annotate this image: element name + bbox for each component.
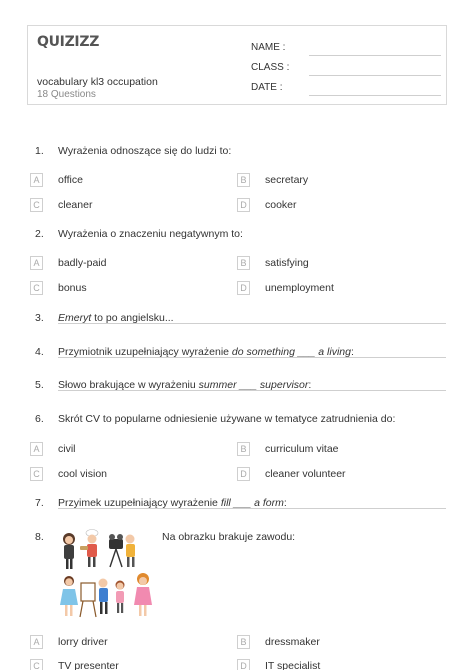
option-letter: D (237, 467, 250, 481)
option-text: badly-paid (58, 257, 107, 269)
question-number: 4. (35, 346, 44, 358)
question-text-italic: Emeryt (58, 312, 92, 324)
option-text: office (58, 174, 83, 186)
option-text: dressmaker (265, 636, 320, 648)
option-text: lorry driver (58, 636, 108, 648)
chef-figure-icon (80, 530, 98, 568)
option-text: cooker (265, 199, 297, 211)
option-letter: C (30, 467, 43, 481)
question-text-post: : (308, 379, 312, 391)
date-label: DATE : (251, 82, 283, 93)
option-letter: A (30, 173, 43, 187)
dancer-figure-icon (60, 576, 78, 616)
question-text-post: : (351, 346, 354, 358)
option-text: curriculum vitae (265, 443, 339, 455)
question-text: Skrót CV to popularne odniesienie używane w tematyce zatrudnienia do: (58, 413, 396, 425)
painter-figure-icon (80, 579, 108, 618)
child-figure-icon (116, 581, 125, 614)
date-line (309, 95, 441, 96)
question-number: 6. (35, 413, 44, 425)
question-text: Na obrazku brakuje zawodu: (162, 531, 296, 543)
answer-line[interactable] (58, 390, 446, 391)
option-letter: D (237, 198, 250, 212)
option-text: TV presenter (58, 660, 119, 670)
name-field[interactable] (251, 42, 441, 56)
option-text: unemployment (265, 282, 334, 294)
option-letter: A (30, 442, 43, 456)
option-text: cool vision (58, 468, 108, 480)
answer-line[interactable] (58, 357, 446, 358)
question-text: Wyrażenia o znaczeniu negatywnym to: (58, 228, 243, 240)
option-letter: B (237, 442, 250, 456)
question-text-pre: Przyimek uzupełniający wyrażenie (58, 497, 221, 509)
question-number: 7. (35, 497, 44, 509)
question-number: 3. (35, 312, 44, 324)
answer-line[interactable] (58, 508, 446, 509)
option-letter: A (30, 635, 43, 649)
date-field[interactable] (251, 82, 441, 96)
question-text: Wyrażenia odnoszące się do ludzi to: (58, 145, 232, 157)
option-text: cleaner (58, 199, 93, 211)
quiz-title: vocabulary kl3 occupation (37, 76, 158, 88)
question-text-italic: do something ___ a living (231, 346, 351, 358)
option-letter: B (237, 256, 250, 270)
quizizz-logo: QUIZIZZ (37, 34, 100, 50)
option-text: cleaner volunteer (265, 468, 346, 480)
option-text: bonus (58, 282, 87, 294)
occupations-illustration (57, 529, 157, 621)
question-text-pre: Słowo brakujące w wyrażeniu (58, 379, 199, 391)
worksheet-header (27, 25, 447, 105)
question-number: 5. (35, 379, 44, 391)
option-text: civil (58, 443, 76, 455)
option-letter: D (237, 659, 250, 670)
name-line (309, 55, 441, 56)
option-text: satisfying (265, 257, 309, 269)
girl-figure-icon (134, 573, 152, 616)
option-letter: D (237, 281, 250, 295)
question-count: 18 Questions (37, 89, 96, 100)
option-letter: C (30, 659, 43, 670)
name-label: NAME : (251, 42, 286, 53)
question-8-text (162, 531, 295, 543)
presenter-figure-icon (63, 533, 75, 569)
class-field[interactable] (251, 62, 441, 76)
option-letter: C (30, 281, 43, 295)
question-text-italic: summer ___ supervisor (198, 379, 309, 391)
option-letter: A (30, 256, 43, 270)
question-number: 8. (35, 531, 44, 543)
answer-line[interactable] (58, 323, 446, 324)
question-text-pre: Przymiotnik uzupełniający wyrażenie (58, 346, 232, 358)
option-letter: B (237, 635, 250, 649)
option-letter: C (30, 198, 43, 212)
option-text: secretary (265, 174, 309, 186)
question-number: 2. (35, 228, 44, 240)
option-letter: B (237, 173, 250, 187)
question-text-rest: to po angielsku... (91, 312, 174, 324)
question-text-post: : (283, 497, 287, 509)
class-line (309, 75, 441, 76)
class-label: CLASS : (251, 62, 290, 73)
question-text-italic: fill ___ a form (220, 497, 284, 509)
camera-icon (109, 534, 135, 567)
option-text: IT specialist (265, 660, 321, 670)
question-number: 1. (35, 145, 44, 157)
